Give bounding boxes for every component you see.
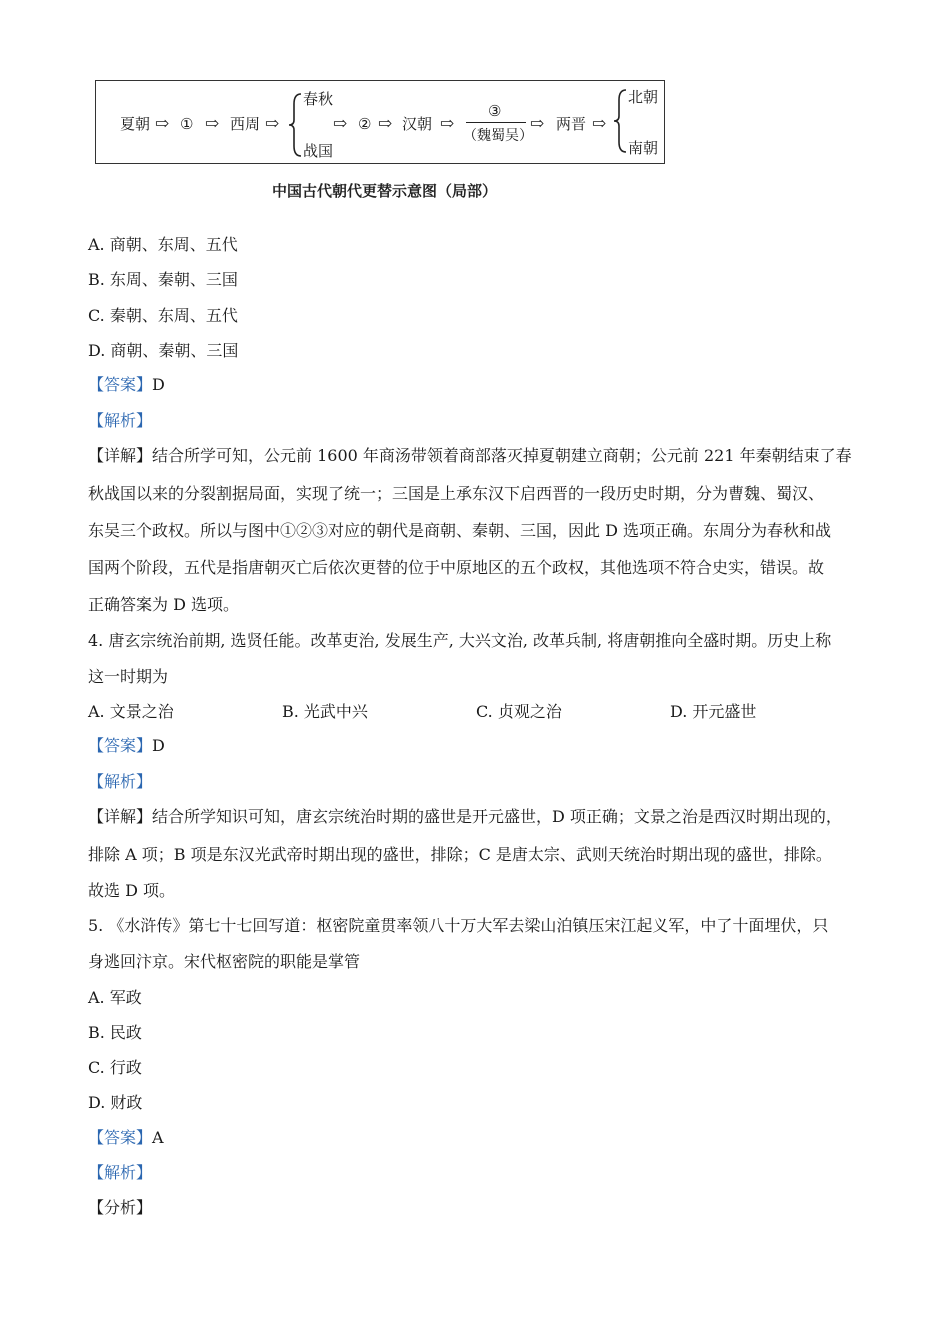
q3-option-b: B. 东周、秦朝、三国 bbox=[88, 270, 238, 289]
q5-option-d: D. 财政 bbox=[88, 1093, 143, 1112]
q5-stem: 身逃回汴京。宋代枢密院的职能是掌管 bbox=[88, 952, 361, 971]
diagram-node-2: ② bbox=[358, 115, 372, 133]
answer-tag: 【答案】 bbox=[88, 1128, 153, 1147]
q5-option-b: B. 民政 bbox=[88, 1023, 142, 1042]
answer-value: A bbox=[152, 1128, 164, 1147]
q5-option-a: A. 军政 bbox=[88, 988, 142, 1007]
q3-answer bbox=[88, 375, 165, 395]
q3-detail-line: 东吴三个政权。所以与图中①②③对应的朝代是商朝、秦朝、三国，因此 D 选项正确。东周分为春秋和战 bbox=[88, 521, 832, 540]
q4-option-a: A. 文景之治 bbox=[88, 702, 174, 721]
q5-fenxi-tag: 【分析】 bbox=[88, 1198, 153, 1217]
fraction-line bbox=[466, 122, 526, 123]
brace-icon bbox=[287, 92, 303, 158]
q4-detail-line bbox=[88, 807, 842, 827]
q5-option-c: C. 行政 bbox=[88, 1058, 142, 1077]
diagram-node-liangjin: 两晋 bbox=[556, 115, 587, 133]
q4-analysis-tag: 【解析】 bbox=[88, 772, 153, 791]
arrow-icon: ⇨ bbox=[333, 114, 348, 134]
q5-answer bbox=[88, 1128, 164, 1148]
q4-stem: 4. 唐玄宗统治前期, 选贤任能。改革吏治, 发展生产, 大兴文治, 改革兵制, 将唐朝推向全盛时期。历史上称 bbox=[88, 631, 832, 650]
diagram-node-xizhou: 西周 bbox=[230, 115, 261, 133]
detail-tag: 【详解】 bbox=[88, 807, 153, 826]
diagram-node-xia: 夏朝 bbox=[120, 115, 151, 133]
q3-option-c: C. 秦朝、东周、五代 bbox=[88, 306, 238, 325]
detail-tag: 【详解】 bbox=[88, 446, 153, 465]
diagram-node-nanchao: 南朝 bbox=[628, 139, 659, 157]
detail-text: 结合所学可知，公元前 1600 年商汤带领着商部落灭掉夏朝建立商朝；公元前 221 年秦朝结束了春 bbox=[152, 446, 852, 465]
diagram-node-weishuwu: （魏蜀吴） bbox=[463, 128, 533, 144]
arrow-icon: ⇨ bbox=[530, 114, 545, 134]
diagram-caption: 中国古代朝代更替示意图（局部） bbox=[272, 182, 498, 200]
arrow-icon: ⇨ bbox=[205, 114, 220, 134]
q3-detail-line: 国两个阶段，五代是指唐朝灭亡后依次更替的位于中原地区的五个政权，其他选项不符合史实，错误。故 bbox=[88, 558, 825, 577]
q3-option-a: A. 商朝、东周、五代 bbox=[88, 235, 238, 254]
answer-tag: 【答案】 bbox=[88, 736, 153, 755]
q3-detail-line bbox=[88, 446, 852, 466]
diagram-node-chunqiu: 春秋 bbox=[303, 90, 334, 108]
q4-stem: 这一时期为 bbox=[88, 667, 169, 686]
q3-detail-line: 秋战国以来的分裂割据局面，实现了统一；三国是上承东汉下启西晋的一段历史时期，分为曹魏、蜀汉、 bbox=[88, 484, 825, 503]
q4-detail-line: 排除 A 项；B 项是东汉光武帝时期出现的盛世，排除；C 是唐太宗、武则天统治时期出现的盛世，排除。 bbox=[88, 845, 832, 864]
arrow-icon: ⇨ bbox=[378, 114, 393, 134]
q4-option-d: D. 开元盛世 bbox=[670, 702, 757, 721]
q4-detail-line: 故选 D 项。 bbox=[88, 881, 176, 900]
q3-detail-line: 正确答案为 D 选项。 bbox=[88, 595, 240, 614]
diagram-node-han: 汉朝 bbox=[402, 115, 433, 133]
arrow-icon: ⇨ bbox=[440, 114, 455, 134]
q4-option-b: B. 光武中兴 bbox=[282, 702, 368, 721]
brace-icon bbox=[612, 88, 628, 154]
arrow-icon: ⇨ bbox=[155, 114, 170, 134]
answer-tag: 【答案】 bbox=[88, 375, 153, 394]
diagram-node-beichao: 北朝 bbox=[628, 88, 659, 106]
arrow-icon: ⇨ bbox=[592, 114, 607, 134]
q5-stem: 5. 《水浒传》第七十七回写道：枢密院童贯率领八十万大军去梁山泊镇压宋江起义军，中了十面埋伏，只 bbox=[88, 916, 829, 935]
q3-option-d: D. 商朝、秦朝、三国 bbox=[88, 341, 239, 360]
answer-value: D bbox=[152, 736, 165, 755]
diagram-node-zhanguo: 战国 bbox=[303, 142, 334, 160]
detail-text: 结合所学知识可知，唐玄宗统治时期的盛世是开元盛世，D 项正确；文景之治是西汉时期出现的， bbox=[152, 807, 842, 826]
q3-analysis-tag: 【解析】 bbox=[88, 411, 153, 430]
q4-option-c: C. 贞观之治 bbox=[476, 702, 562, 721]
diagram-node-1: ① bbox=[180, 115, 194, 133]
q5-analysis-tag: 【解析】 bbox=[88, 1163, 153, 1182]
q4-answer bbox=[88, 736, 165, 756]
diagram-node-3: ③ bbox=[488, 102, 502, 120]
arrow-icon: ⇨ bbox=[265, 114, 280, 134]
answer-value: D bbox=[152, 375, 165, 394]
